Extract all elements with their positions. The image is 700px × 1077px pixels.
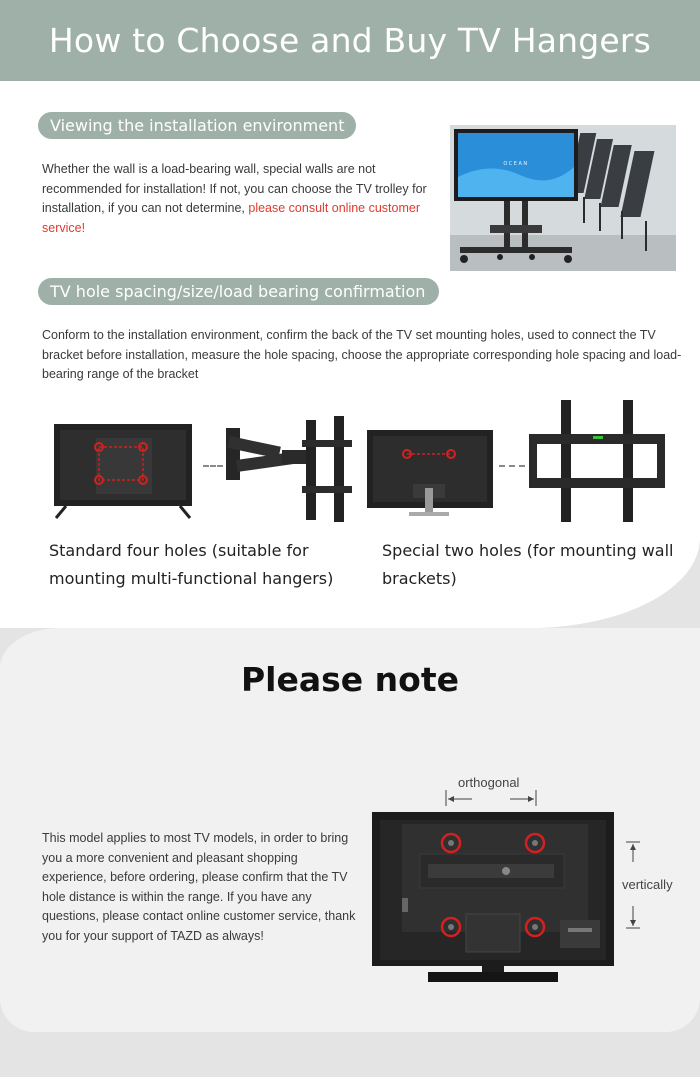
four-holes-caption: Standard four holes (suitable for mounting multi-functional hangers) [49, 541, 334, 588]
connector-dash [203, 465, 223, 467]
orthogonal-label: orthogonal [458, 775, 520, 790]
tv-trolley-illustration [450, 125, 676, 271]
note-description: This model applies to most TV models, in order to bring you a more convenient and pleasant shopping experience, before ordering, please confirm that the TV hole distance is within the range. If you have any questions, please contact online customer service, thank you for your support of TAZD as always! [42, 831, 356, 943]
installation-description [42, 160, 432, 238]
tv-back-mount-holes-image [370, 810, 616, 986]
installation-text: Whether the wall is a load-bearing wall, special walls are not recommended for installation! If not, you can choose the TV trolley for installation, if you can not determine, [42, 162, 427, 216]
tv-trolley-photo [450, 125, 676, 271]
consult-service-text: please consult online customer service! [42, 201, 420, 235]
vertically-label: vertically [622, 877, 673, 892]
screen-brand-text: OCEAN [503, 161, 529, 167]
vertical-arrows-icon [624, 838, 642, 932]
section-heading-installation: Viewing the installation environment [38, 112, 356, 139]
horizontal-arrows-icon [444, 786, 540, 808]
section-heading-hole-spacing: TV hole spacing/size/load bearing confirmation [38, 278, 439, 305]
page-header [0, 0, 700, 81]
hole-spacing-description: Conform to the installation environment, confirm the back of the TV set mounting holes, used to connect the TV bracket before installation, measure the hole spacing, choose the appropriate corresponding hole spacing and load-bearing range of the bracket [42, 328, 682, 382]
articulating-bracket-image [222, 412, 356, 526]
tv-four-holes-image [52, 422, 194, 520]
fixed-wall-bracket-image [527, 398, 667, 524]
tv-two-holes-image [365, 428, 495, 520]
page-title: How to Choose and Buy TV Hangers [48, 21, 652, 60]
two-holes-caption: Special two holes (for mounting wall brackets) [382, 541, 674, 588]
connector-dash [499, 465, 525, 467]
note-title: Please note [241, 660, 459, 699]
